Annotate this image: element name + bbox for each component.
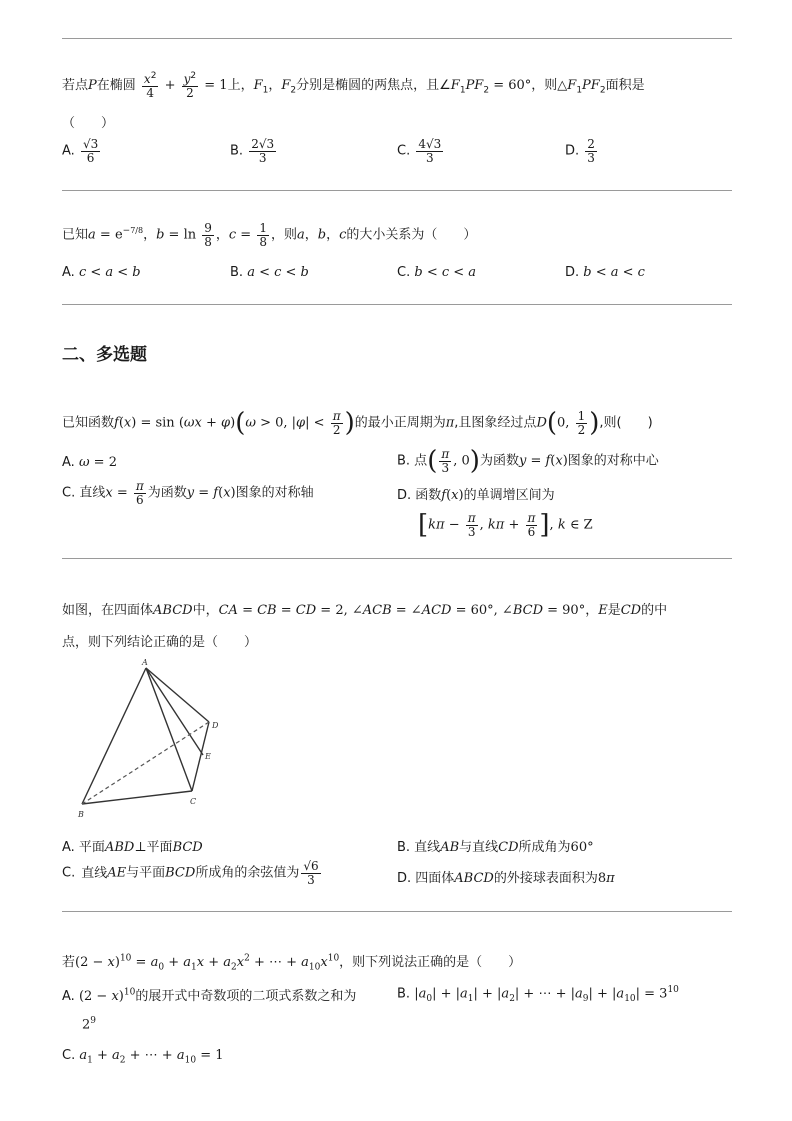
q4-option-b[interactable]: B. 直线AB与直线CD所成角为60°	[397, 840, 594, 855]
divider	[62, 38, 732, 39]
vertex-label-e: E	[205, 752, 211, 761]
q3-option-a[interactable]: A. ω = 2	[62, 455, 117, 470]
q3-option-d-interval: [kπ − $\frac{\pi}{3}$ , kπ + $\frac{\pi}{6}$ ], k ∈ Z	[418, 510, 593, 540]
vertex-label-c: C	[190, 797, 197, 806]
question-3-stem: 已知函数f(x) = sin (ωx + φ)(ω > 0, |φ| < $\frac{\pi}{2}$ )的最小正周期为π,且图象经过点D(0, $\frac{1}{2}$ ),则( )	[62, 408, 653, 438]
q4-option-c[interactable]: C. 直线AE与平面BCD所成角的余弦值为 $\frac{√6}{3}$	[62, 859, 319, 887]
q3-option-d[interactable]: D. 函数f(x)的单调增区间为	[397, 488, 555, 503]
q5-option-b[interactable]: B. $|a_0| + |a_1| + |a_2|$ + ⋯ + $|a_9| + |a_{10}| = 3^{10}$	[397, 985, 679, 1004]
question-1-stem: 若点P在椭圆 $\frac{x^2}{4}$ + $\frac{y^2}{2}$ = 1上，$F_1$，$F_2$分别是椭圆的两焦点，且$\angle F_1PF_2 = 60^\circ$，则$\triangle F_1PF_2$面积是	[62, 71, 645, 100]
q1-option-d[interactable]: D. $\frac{2}{3}$	[565, 137, 595, 165]
vertex-label-b: B	[78, 810, 84, 819]
q2-option-d[interactable]: D. b < a < c	[565, 265, 645, 280]
question-4-stem-line1: 如图，在四面体ABCD中，CA = CB = CD = 2, ∠ACB = ∠ACD = 60°, ∠BCD = 90°，E是CD的中	[62, 603, 668, 618]
vertex-label-a: A	[142, 658, 148, 667]
divider	[62, 558, 732, 559]
tetrahedron-figure	[70, 655, 230, 825]
q3-option-c[interactable]: C. 直线x = $\frac{\pi}{6}$ 为函数y = f(x)图象的对称轴	[62, 479, 314, 507]
q5-option-a-value: $2^9$	[82, 1016, 97, 1033]
q4-option-d[interactable]: D. 四面体ABCD的外接球表面积为8π	[397, 871, 615, 886]
q3-option-b[interactable]: B. 点( $\frac{\pi}{3}$ , 0)为函数y = f(x)图象的对称中心	[397, 446, 659, 476]
divider	[62, 190, 732, 191]
question-2-stem: 已知$a = e^{-7/8}$，b = ln $\frac{9}{8}$ ，c = $\frac{1}{8}$ ，则a，b，c的大小关系为（ ）	[62, 221, 477, 249]
q2-option-a[interactable]: A. c < a < b	[62, 265, 141, 280]
q5-option-c[interactable]: C. $a_1 + a_2$ + ⋯ + $a_{10} = 1$	[62, 1048, 224, 1066]
q2-option-b[interactable]: B. a < c < b	[230, 265, 309, 280]
question-4-stem-line2: 点，则下列结论正确的是（ ）	[62, 635, 258, 650]
vertex-label-d: D	[212, 721, 219, 730]
divider	[62, 911, 732, 912]
q4-option-a[interactable]: A. 平面ABD⊥平面BCD	[62, 840, 203, 855]
q5-option-a[interactable]: A. $(2 - x)^{10}$的展开式中奇数项的二项式系数之和为	[62, 987, 357, 1004]
question-1-paren: （ ）	[62, 116, 115, 131]
q1-option-b[interactable]: B. $\frac{2√3}{3}$	[230, 137, 275, 165]
divider	[62, 304, 732, 305]
question-5-stem: 若$(2 - x)^{10} = a_0 + a_1x + a_2x^2$ + ⋯ + $a_{10}x^{10}$，则下列说法正确的是（ ）	[62, 953, 522, 973]
q1-option-c[interactable]: C. $\frac{4√3}{3}$	[397, 137, 442, 165]
q1-option-a[interactable]: A. $\frac{√3}{6}$	[62, 137, 99, 165]
q2-option-c[interactable]: C. b < c < a	[397, 265, 477, 280]
section-title: 二、多选题	[62, 345, 147, 365]
